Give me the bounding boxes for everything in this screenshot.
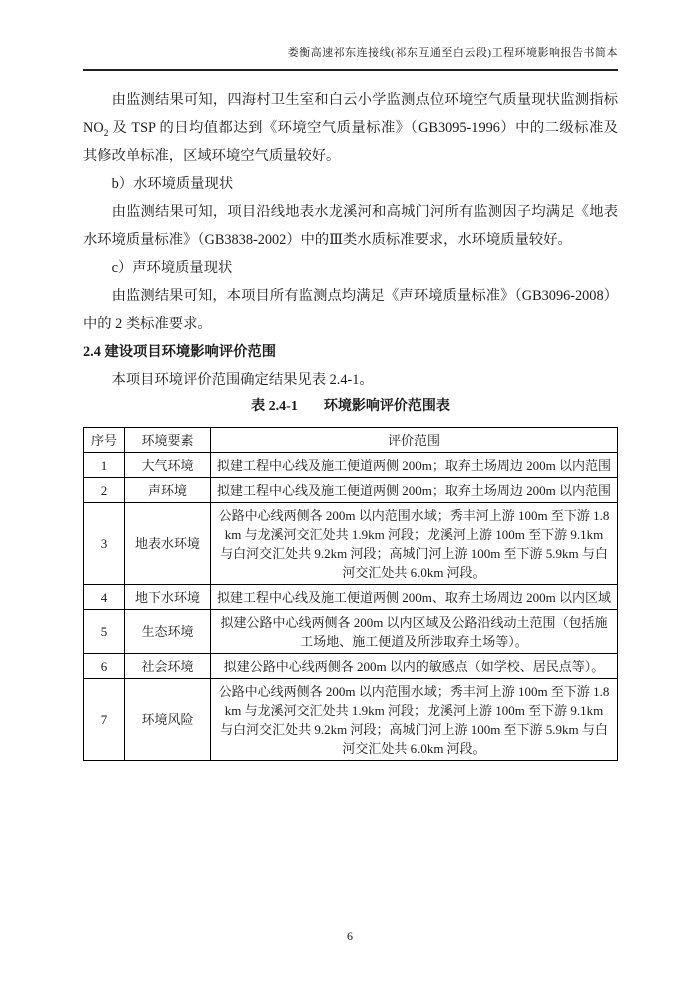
para-air-quality — [83, 86, 618, 170]
col-header-factor: 环境要素 — [125, 428, 211, 453]
table-row — [84, 679, 618, 761]
cell-no: 4 — [84, 585, 125, 610]
cell-scope: 公路中心线两侧各 200m 以内范围水域；秀丰河上游 100m 至下游 1.8km 与龙溪河交汇处共 1.9km 河段；龙溪河上游 100m 至下游 9.1km 与白河交汇处共 9.2km 河段；高城门河上游 100m 至下游 5.9km 与白河交汇处共 6.0km 河段。 — [211, 503, 618, 585]
cell-factor: 大气环境 — [125, 453, 211, 478]
cell-scope: 拟建公路中心线两侧各 200m 以内区域及公路沿线动土范围（包括施工场地、施工便道及所涉取弃土场等）。 — [211, 610, 618, 654]
cell-no: 1 — [84, 453, 125, 478]
table-row — [84, 610, 618, 654]
cell-scope: 公路中心线两侧各 200m 以内范围水域；秀丰河上游 100m 至下游 1.8km 与龙溪河交汇处共 1.9km 河段；龙溪河上游 100m 至下游 9.1km 与白河交汇处共 9.2km 河段；高城门河上游 100m 至下游 5.9km 与白河交汇处共 6.0km 河段。 — [211, 679, 618, 761]
table-caption — [83, 394, 618, 420]
cell-scope: 拟建工程中心线及施工便道两侧 200m、取弃土场周边 200m 以内区域 — [211, 585, 618, 610]
eval-scope-table — [83, 427, 618, 761]
heading-water-quality: b）水环境质量现状 — [111, 176, 234, 192]
cell-scope: 拟建工程中心线及施工便道两侧 200m；取弃土场周边 200m 以内范围 — [211, 453, 618, 478]
cell-factor: 地表水环境 — [125, 503, 211, 585]
cell-no: 7 — [84, 679, 125, 761]
cell-no: 3 — [84, 503, 125, 585]
cell-scope: 拟建公路中心线两侧各 200m 以内的敏感点（如学校、居民点等）。 — [211, 654, 618, 679]
table-caption-label: 表 2.4-1 — [251, 399, 298, 414]
para-air-quality-text: 由监测结果可知，四海村卫生室和白云小学监测点位环境空气质量现状监测指标NO — [83, 92, 618, 136]
cell-no: 2 — [84, 478, 125, 503]
running-header — [83, 46, 618, 71]
heading-section-2-4: 2.4 建设项目环境影响评价范围 — [83, 344, 277, 360]
running-header-title: 娄衡高速祁东连接线(祁东互通至白云段)工程环境影响报告书简本 — [287, 47, 618, 59]
table-header-row — [84, 428, 618, 453]
table-row — [84, 585, 618, 610]
cell-factor: 社会环境 — [125, 654, 211, 679]
col-header-no: 序号 — [84, 428, 125, 453]
document-body — [83, 86, 618, 761]
cell-factor: 环境风险 — [125, 679, 211, 761]
table-row — [84, 654, 618, 679]
cell-scope: 拟建工程中心线及施工便道两侧 200m；取弃土场周边 200m 以内范围 — [211, 478, 618, 503]
para-air-quality-text-cont: 及 TSP 的日均值都达到《环境空气质量标准》（GB3095-1996）中的二级标准及其修改单标准，区域环境空气质量较好。 — [83, 120, 618, 164]
table-row — [84, 478, 618, 503]
table-caption-title: 环境影响评价范围表 — [323, 399, 450, 414]
para-scope-intro: 本项目环境评价范围确定结果见表 2.4-1。 — [111, 372, 374, 388]
cell-factor: 声环境 — [125, 478, 211, 503]
heading-noise-quality: c）声环境质量现状 — [111, 260, 233, 276]
cell-factor: 地下水环境 — [125, 585, 211, 610]
para-water-quality: 由监测结果可知，项目沿线地表水龙溪河和高城门河所有监测因子均满足《地表水环境质量标准》（GB3838-2002）中的Ⅲ类水质标准要求，水环境质量较好。 — [83, 204, 618, 248]
no2-subscript: 2 — [103, 127, 109, 139]
table-row — [84, 453, 618, 478]
col-header-scope: 评价范围 — [211, 428, 618, 453]
para-noise-quality: 由监测结果可知，本项目所有监测点均满足《声环境质量标准》（GB3096-2008）中的 2 类标准要求。 — [83, 288, 618, 332]
table-row — [84, 503, 618, 585]
cell-no: 6 — [84, 654, 125, 679]
cell-no: 5 — [84, 610, 125, 654]
page-number: 6 — [347, 929, 353, 943]
cell-factor: 生态环境 — [125, 610, 211, 654]
